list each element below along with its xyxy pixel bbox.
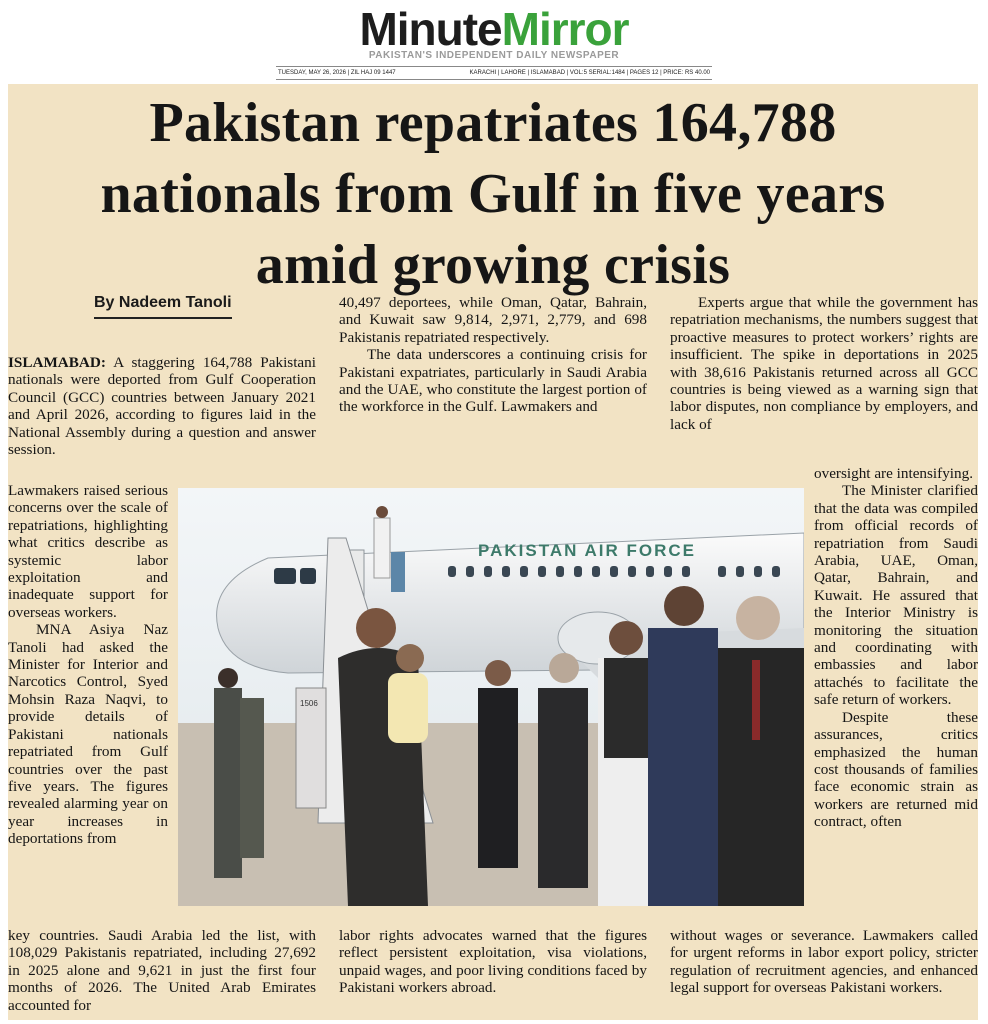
intro-text: A staggering 164,788 Pakistani nationals were deported from Gulf Cooperation Council (GCC) countries between January 2021 and April 2026, according to figures laid in the National Assembly during a question and answer session. (8, 354, 316, 459)
photo-illustration (178, 488, 804, 906)
newspaper-logo (0, 4, 988, 54)
paragraph-deportee-figures: 40,497 deportees, while Oman, Qatar, Bahrain, and Kuwait saw 9,814, 2,971, 2,779, and 698 Pakistanis repatriated respectively. (339, 294, 647, 346)
official (538, 688, 588, 888)
logo-word-minute: Minute (359, 3, 502, 55)
person-on-stairs (374, 518, 390, 578)
official-blue-suit (648, 628, 718, 906)
column-3-top (670, 294, 978, 433)
paragraph-intro (8, 354, 316, 458)
column-1-top (8, 354, 316, 458)
paragraph-human-cost: Despite these assurances, critics emphasized the human cost thousands of families face economic strain as workers are returned mid contract, often (814, 708, 978, 831)
official (478, 688, 518, 868)
dateline-location: ISLAMABAD: (8, 354, 106, 371)
official-head (736, 596, 780, 640)
man-head (356, 608, 396, 648)
dateline-bar (276, 66, 712, 80)
cockpit-window (300, 568, 316, 584)
official-head (485, 660, 511, 686)
soldier-head (218, 668, 238, 688)
paragraph-mna-question: MNA Asiya Naz Tanoli had asked the Minister for Interior and Narcotics Control, Syed Mohsin Raza Naqvi, to provide details of Pakistani nationals repatriated from Gulf countries over the past five years. The figures revealed alarming year on year increases in deportations from (8, 621, 168, 848)
news-photo (178, 488, 804, 906)
soldier (240, 698, 264, 858)
logo-word-mirror: Mirror (501, 3, 629, 55)
column-1-bottom (8, 927, 316, 1014)
headline-line-3: amid growing crisis (255, 234, 731, 296)
paragraph-advocates: labor rights advocates warned that the figures reflect persistent exploitation, visa violations, unpaid wages, and poor living conditions faced by Pakistani workers abroad. (339, 927, 647, 997)
child-on-stairs (391, 552, 405, 592)
child-held (388, 673, 428, 743)
headline-line-1: Pakistan repatriates 164,788 (149, 92, 837, 154)
official-tie (752, 660, 760, 740)
byline: By Nadeem Tanoli (94, 294, 232, 319)
person-head (376, 506, 388, 518)
column-2-top (339, 294, 647, 416)
paragraph-saudi-figures: key countries. Saudi Arabia led the list, with 108,029 Pakistanis repatriated, including 27,692 in 2025 alone and 9,621 in just the first four months of 2026. The United Arab Emirates accounted for (8, 927, 316, 1014)
child-head (396, 644, 424, 672)
masthead (0, 0, 988, 84)
paragraph-lawmakers: Lawmakers raised serious concerns over the scale of repatriations, highlighting what critics describe as systemic labor exploitation and inadequate support for overseas workers. (8, 482, 168, 621)
aircraft-lettering: PAKISTAN AIR FORCE (478, 541, 696, 560)
column-2-bottom (339, 927, 647, 997)
issue-date: TUESDAY, MAY 26, 2026 | ZIL HAJ 09 1447 (278, 70, 396, 76)
paragraph-minister-clarified: The Minister clarified that the data was compiled from official records of repatriation from Saudi Arabia, UAE, Oman, Qatar, Bahrain, and Kuwait. He assured that the Interior Ministry is monitoring the situation and coordinating with embassies and labor attachés to facilitate the safe return of workers. (814, 482, 978, 709)
official-dark-suit (718, 648, 804, 906)
column-1-narrow (8, 482, 168, 848)
official-head (609, 621, 643, 655)
soldier (214, 688, 242, 878)
edition-info: KARACHI | LAHORE | ISLAMABAD | VOL:5 SERIAL:1484 | PAGES 12 | PRICE: RS 40.00 (469, 70, 710, 76)
column-3-bottom (670, 927, 978, 997)
paragraph-crisis: The data underscores a continuing crisis for Pakistani expatriates, particularly in Saudi Arabia and the UAE, who constitute the largest portion of the workforce in the Gulf. Lawmakers and (339, 346, 647, 416)
paragraph-oversight: oversight are intensifying. (814, 465, 974, 482)
cockpit-window (274, 568, 296, 584)
official-head (549, 653, 579, 683)
paragraph-reforms: without wages or severance. Lawmakers called for urgent reforms in labor export policy, stricter regulation of recruitment agencies, and enhanced legal support for overseas Pakistani workers. (670, 927, 978, 997)
paragraph-experts: Experts argue that while the government has repatriation mechanisms, the numbers suggest that proactive measures to protect workers’ rights are insufficient. The spike in deportations in 2025 with 38,616 Pakistanis returned across all GCC countries is being viewed as a warning sign that labor disputes, non compliance by employers, and lack of (670, 294, 978, 433)
headline-line-2: nationals from Gulf in five years (100, 163, 886, 225)
official-vest (604, 658, 648, 758)
stair-number: 1506 (300, 699, 318, 708)
tagline: PAKISTAN'S INDEPENDENT DAILY NEWSPAPER (368, 50, 620, 61)
headline (28, 88, 958, 301)
column-3-narrow (814, 465, 978, 831)
official-head (664, 586, 704, 626)
